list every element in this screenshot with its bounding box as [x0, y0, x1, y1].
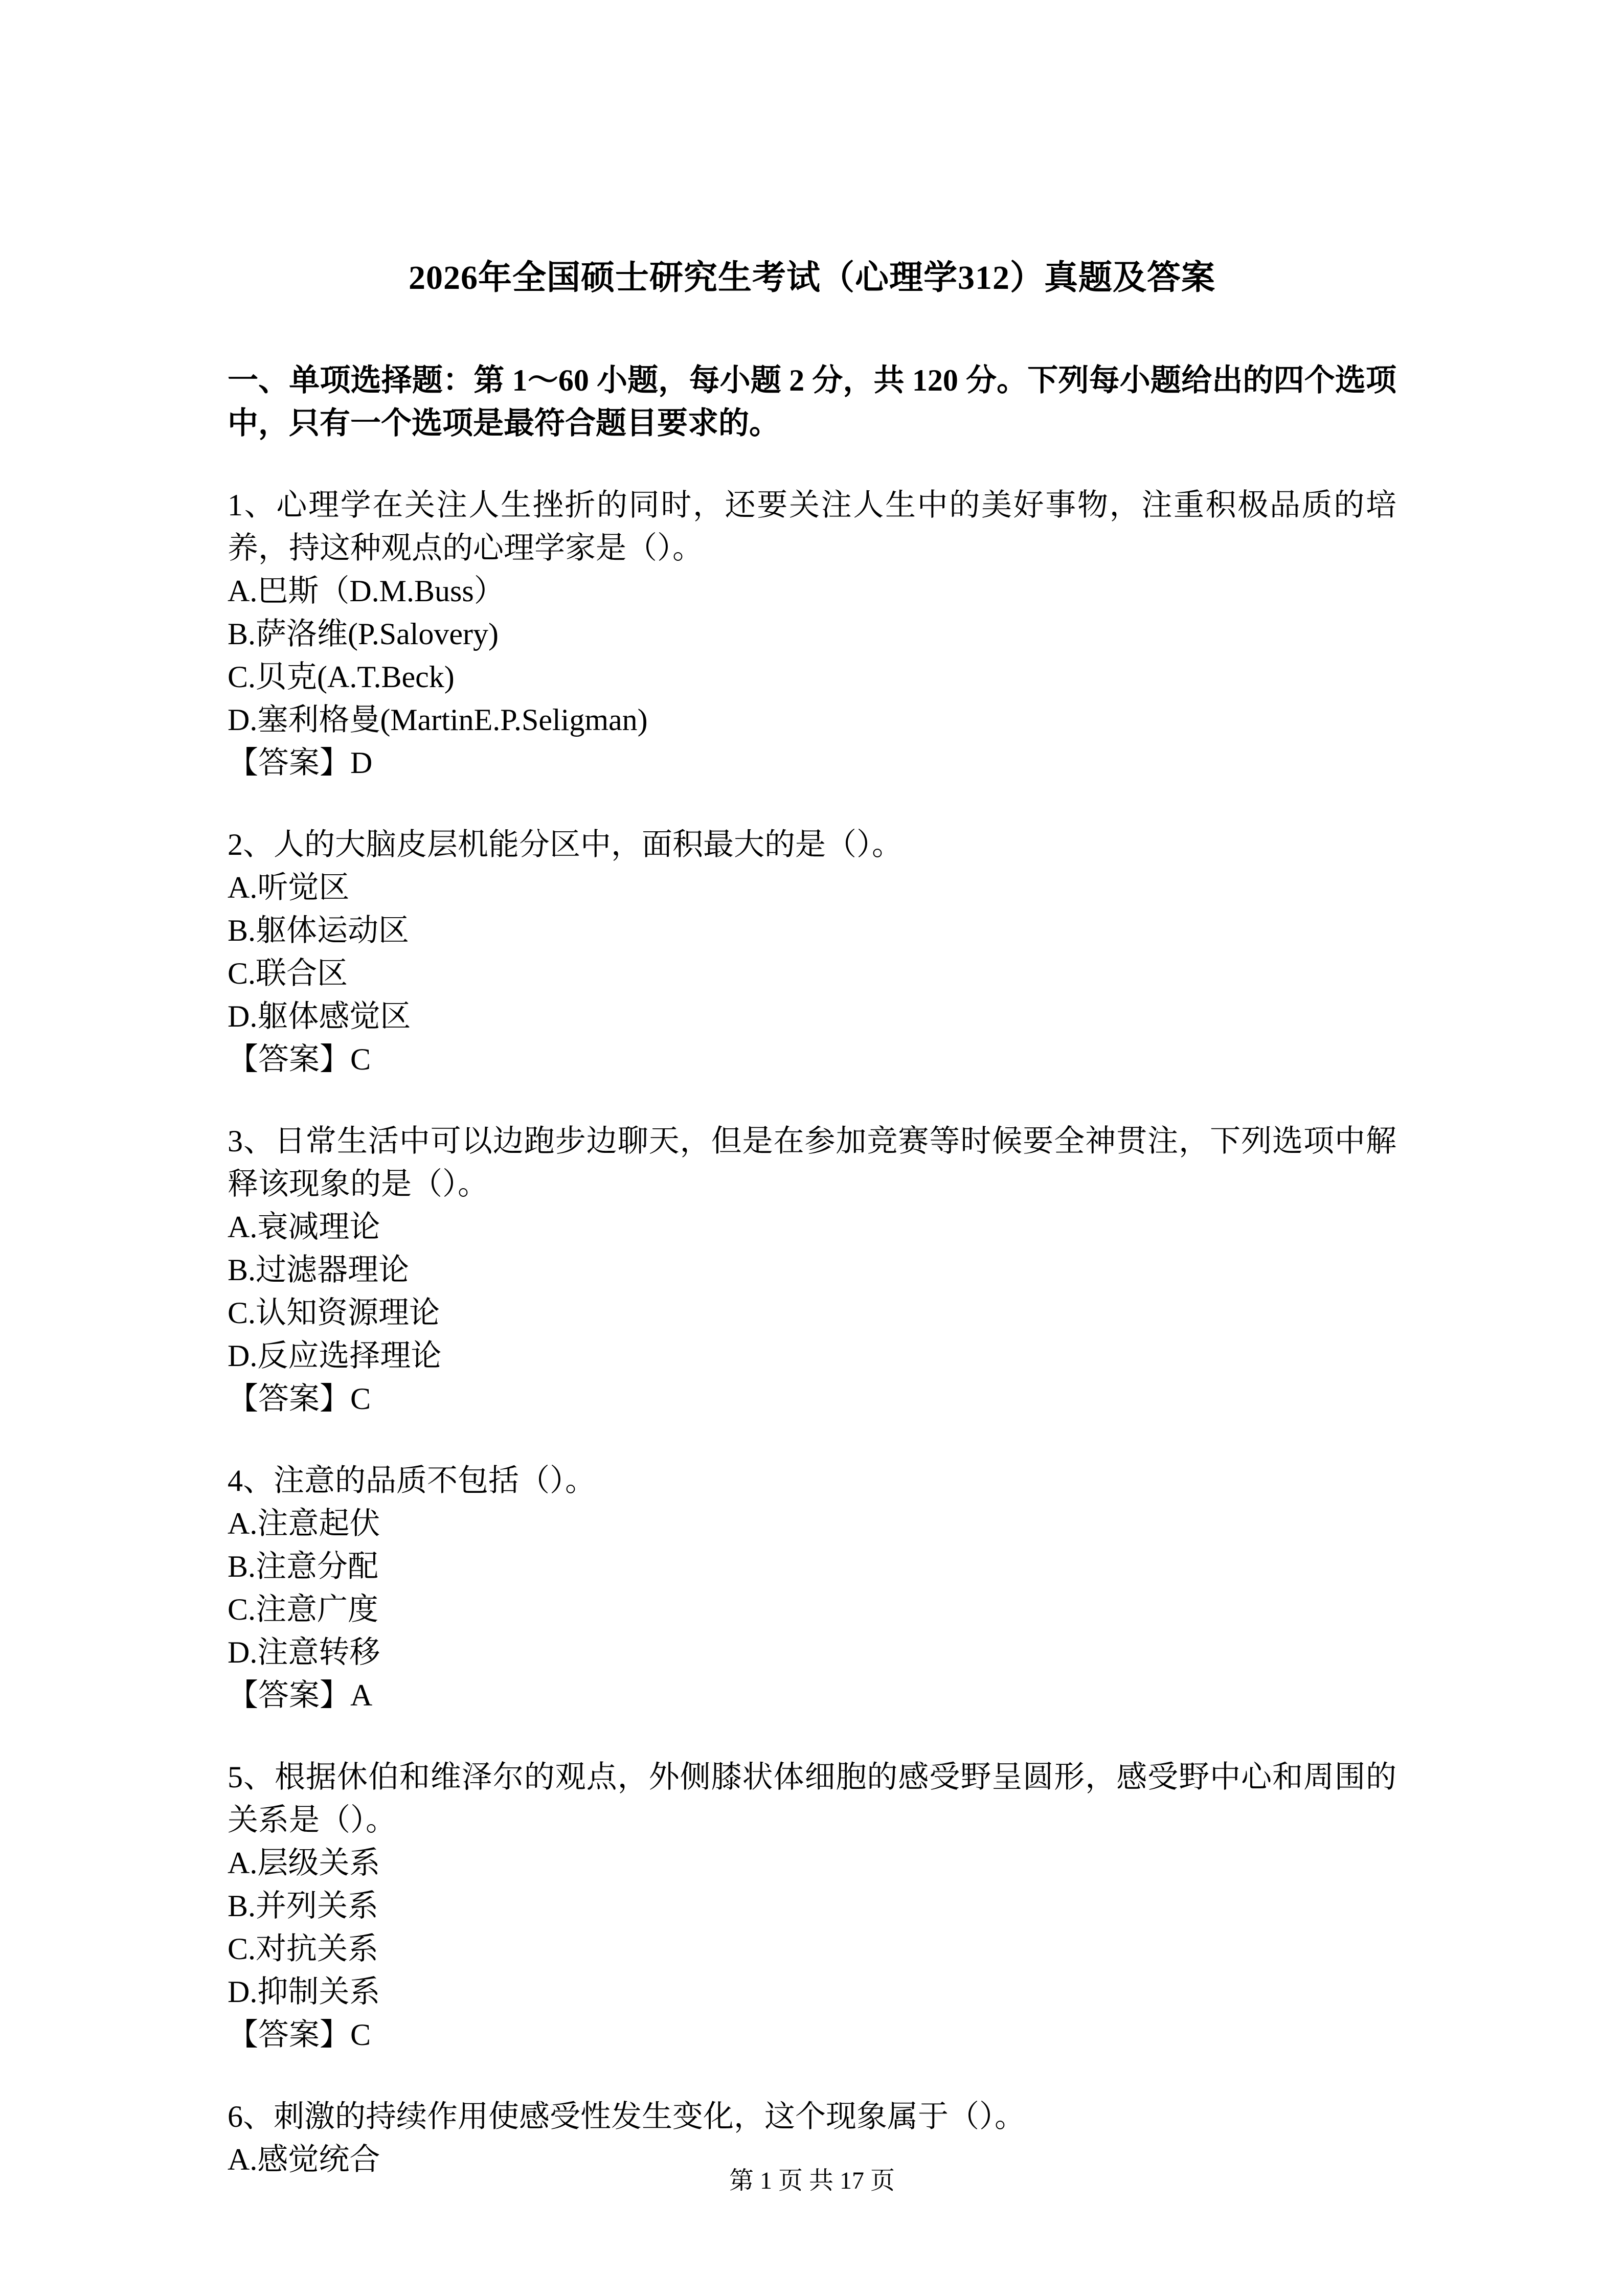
question-option: A.衰减理论 [228, 1210, 380, 1244]
question-option: A.巴斯（D.M.Buss） [228, 574, 505, 608]
question-option: A.听觉区 [228, 871, 350, 904]
question-option: C.联合区 [228, 957, 348, 990]
question-option: D.反应选择理论 [228, 1339, 442, 1373]
question-stem: 1、心理学在关注人生挫折的同时，还要关注人生中的美好事物，注重积极品质的培养，持这种观点的心理学家是（）。 [228, 488, 1396, 565]
question-option: C.贝克(A.T.Beck) [228, 660, 455, 694]
question-option: C.注意广度 [228, 1593, 379, 1626]
question-option: A.感觉统合 [228, 2143, 380, 2176]
questions-list [228, 484, 1396, 2181]
question-block [228, 823, 1396, 1081]
page-footer: 第 1 页 共 17 页 [729, 2167, 895, 2194]
question-block [228, 1120, 1396, 1420]
question-answer: 【答案】C [228, 1382, 371, 1416]
question-option: C.对抗关系 [228, 1932, 379, 1966]
question-option: A.层级关系 [228, 1846, 380, 1880]
question-option: D.塞利格曼(MartinE.P.Seligman) [228, 703, 648, 737]
question-block [228, 484, 1396, 784]
question-option: D.躯体感觉区 [228, 999, 411, 1033]
question-option: B.躯体运动区 [228, 914, 410, 947]
question-block [228, 1756, 1396, 2056]
question-stem: 3、日常生活中可以边跑步边聊天，但是在参加竞赛等时候要全神贯注，下列选项中解释该现象的是（）。 [228, 1124, 1396, 1201]
document-title: 2026年全国硕士研究生考试（心理学312）真题及答案 [409, 259, 1215, 297]
question-answer: 【答案】D [228, 746, 373, 780]
question-stem: 4、注意的品质不包括（）。 [228, 1464, 596, 1497]
question-answer: 【答案】C [228, 1042, 371, 1076]
question-option: B.过滤器理论 [228, 1253, 410, 1287]
question-answer: 【答案】A [228, 1678, 373, 1712]
question-stem: 5、根据休伯和维泽尔的观点，外侧膝状体细胞的感受野呈圆形，感受野中心和周围的关系是（）。 [228, 1760, 1396, 1837]
question-stem: 2、人的大脑皮层机能分区中，面积最大的是（）。 [228, 828, 903, 861]
section-heading: 一、单项选择题：第 1～60 小题，每小题 2 分，共 120 分。下列每小题给出的四个选项中，只有一个选项是最符合题目要求的。 [228, 363, 1396, 440]
question-answer: 【答案】C [228, 2018, 371, 2052]
question-option: D.抑制关系 [228, 1975, 380, 2009]
question-option: B.萨洛维(P.Salovery) [228, 617, 499, 651]
question-option: A.注意起伏 [228, 1507, 380, 1540]
question-option: B.并列关系 [228, 1889, 379, 1923]
question-option: D.注意转移 [228, 1635, 380, 1669]
question-option: B.注意分配 [228, 1550, 379, 1583]
question-option: C.认知资源理论 [228, 1296, 440, 1330]
question-stem: 6、刺激的持续作用使感受性发生变化，这个现象属于（）。 [228, 2100, 1025, 2133]
question-block [228, 1459, 1396, 1717]
